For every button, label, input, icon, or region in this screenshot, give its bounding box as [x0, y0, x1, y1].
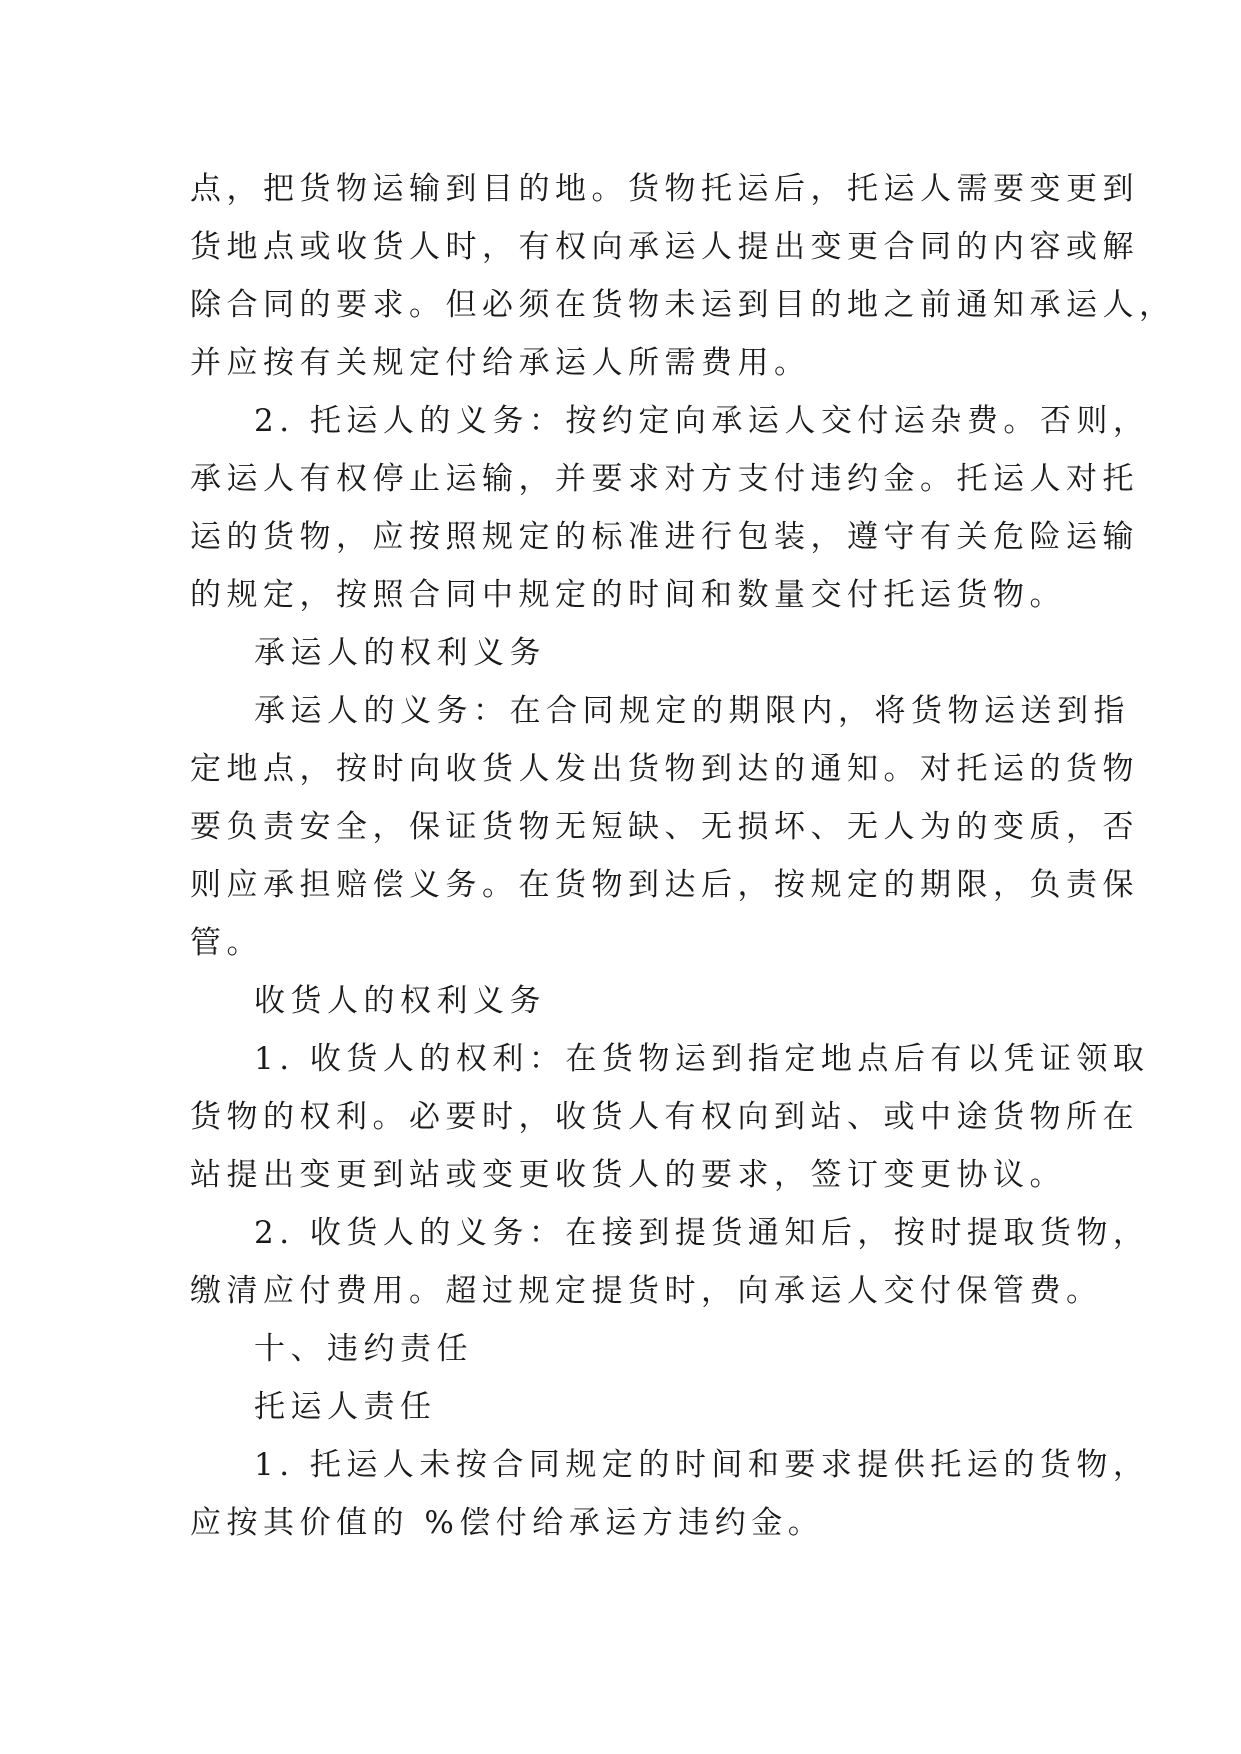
text-line: 点，把货物运输到目的地。货物托运后，托运人需要变更到 — [190, 171, 1139, 207]
text-line: 十、违约责任 — [254, 1331, 473, 1367]
text-line: 2. 托运人的义务：按约定向承运人交付运杂费。否则， — [254, 403, 1150, 439]
text-line: 站提出变更到站或变更收货人的要求，签订变更协议。 — [190, 1157, 1066, 1193]
text-line: 货地点或收货人时，有权向承运人提出变更合同的内容或解 — [190, 229, 1139, 265]
text-line: 收货人的权利义务 — [254, 983, 546, 1019]
text-line: 1. 收货人的权利：在货物运到指定地点后有以凭证领取 — [254, 1041, 1150, 1077]
text-line: 1. 托运人未按合同规定的时间和要求提供托运的货物， — [254, 1447, 1150, 1483]
text-line: 应按其价值的 %偿付给承运方违约金。 — [190, 1505, 825, 1541]
text-line: 定地点，按时向收货人发出货物到达的通知。对托运的货物 — [190, 751, 1139, 787]
document-body — [190, 160, 1176, 1552]
text-line: 并应按有关规定付给承运人所需费用。 — [190, 345, 811, 381]
text-line: 承运人的权利义务 — [254, 635, 546, 671]
text-line: 则应承担赔偿义务。在货物到达后，按规定的期限，负责保 — [190, 867, 1139, 903]
text-line: 缴清应付费用。超过规定提货时，向承运人交付保管费。 — [190, 1273, 1103, 1309]
text-line: 要负责安全，保证货物无短缺、无损坏、无人为的变质，否 — [190, 809, 1139, 845]
text-line: 管。 — [190, 925, 263, 961]
text-line: 2. 收货人的义务：在接到提货通知后，按时提取货物， — [254, 1215, 1150, 1251]
text-line: 除合同的要求。但必须在货物未运到目的地之前通知承运人， — [190, 287, 1176, 323]
text-line: 承运人有权停止运输，并要求对方支付违约金。托运人对托 — [190, 461, 1139, 497]
text-line: 承运人的义务：在合同规定的期限内，将货物运送到指 — [254, 693, 1130, 729]
text-line: 运的货物，应按照规定的标准进行包装，遵守有关危险运输 — [190, 519, 1139, 555]
text-line: 货物的权利。必要时，收货人有权向到站、或中途货物所在 — [190, 1099, 1139, 1135]
text-line: 托运人责任 — [254, 1389, 437, 1425]
text-line: 的规定，按照合同中规定的时间和数量交付托运货物。 — [190, 577, 1066, 613]
